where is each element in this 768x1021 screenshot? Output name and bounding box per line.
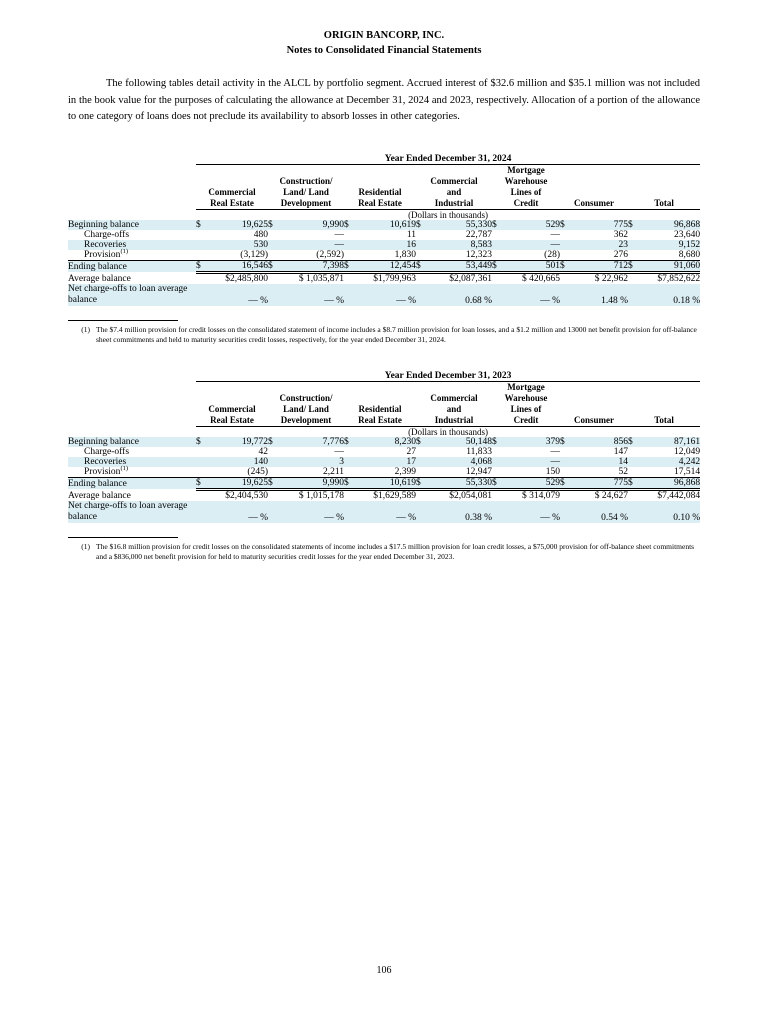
row-label: [68, 247, 196, 261]
cell-value: 140: [253, 456, 268, 467]
cell-value: 19,625: [241, 219, 268, 230]
currency-symbol: $: [416, 219, 421, 230]
period-header-row: [68, 371, 700, 382]
col-header-total: Total: [628, 164, 700, 209]
cell-value: 23,640: [674, 229, 701, 240]
cell-value: 856: [613, 436, 628, 447]
table-row: [68, 250, 700, 261]
currency-symbol: $: [628, 219, 633, 230]
row-label: Net charge-offs to loan average balance: [68, 283, 188, 305]
cell-value: 16: [406, 239, 416, 250]
period-title: Year Ended December 31, 2024: [196, 154, 700, 165]
cell-value: $ 24,627: [594, 490, 628, 501]
currency-symbol: $: [416, 260, 426, 272]
footnote-marker: (1): [81, 324, 90, 334]
currency-symbol: $: [492, 219, 497, 230]
row-label: Ending balance: [68, 479, 127, 489]
cell-value: — %: [324, 512, 344, 523]
cell-value: 0.68 %: [465, 295, 492, 306]
alcl-activity-table-2024: [68, 154, 700, 306]
cell-value: 2,399: [354, 467, 416, 478]
column-header-row: [68, 164, 700, 209]
currency-symbol: $: [560, 260, 570, 272]
cell-value: 10,619: [389, 219, 416, 230]
footnote-1-2023: [68, 537, 700, 562]
currency-symbol: $: [268, 260, 278, 272]
currency-symbol: $: [492, 260, 502, 272]
cell-value: 501: [502, 260, 560, 272]
cell-value: 96,868: [674, 219, 701, 230]
cell-value: 22,787: [465, 229, 492, 240]
currency-symbol: $: [628, 436, 633, 447]
cell-value: 10,619: [354, 477, 416, 489]
currency-symbol: $: [560, 477, 570, 489]
table-row: [68, 284, 700, 306]
currency-symbol: $: [416, 436, 421, 447]
table-row: [68, 260, 700, 272]
col-header-mortgage-warehouse: Mortgage Warehouse Lines of Credit: [492, 381, 560, 426]
col-header-consumer: Consumer: [560, 164, 628, 209]
cell-value: 8,230: [394, 436, 416, 447]
cell-value: 53,449: [426, 260, 492, 272]
units-label: (Dollars in thousands): [408, 209, 489, 220]
cell-value: 775: [613, 219, 628, 230]
table-row: [68, 489, 700, 501]
cell-value: 12,049: [674, 446, 701, 457]
currency-symbol: $: [344, 436, 349, 447]
cell-value: $2,404,530: [225, 490, 268, 501]
cell-value: 55,330: [465, 219, 492, 230]
cell-value: $7,852,622: [657, 273, 701, 284]
cell-value: 50,148: [465, 436, 492, 447]
col-header-mortgage-warehouse: Mortgage Warehouse Lines of Credit: [492, 164, 560, 209]
row-label: Average balance: [68, 273, 131, 284]
cell-value: 27: [406, 446, 416, 457]
col-header-residential-real-estate: Residential Real Estate: [344, 381, 416, 426]
cell-value: 11: [406, 229, 416, 240]
table-row: [68, 240, 700, 250]
row-label-text: Provision: [84, 249, 121, 260]
currency-symbol: $: [268, 219, 273, 230]
document-title: Notes to Consolidated Financial Statements: [286, 45, 482, 56]
cell-value: 8,680: [638, 250, 700, 261]
table-row: [68, 501, 700, 523]
cell-value: —: [334, 229, 344, 240]
cell-value: $2,054,081: [449, 490, 492, 501]
col-header-commercial-real-estate: Commercial Real Estate: [196, 381, 268, 426]
col-header-residential-real-estate: Residential Real Estate: [344, 164, 416, 209]
footnote-text: The $7.4 million provision for credit losses on the consolidated statement of income includes a $8.7 million provision for loan losses, and a $1.2 million and 13000 net benefit provision for off-balance sheet commitments and held to maturity securities credit losses, respectively, for the year ended December 31, 2024.: [96, 324, 697, 344]
cell-value: $2,087,361: [449, 273, 492, 284]
cell-value: $2,485,800: [225, 273, 268, 284]
currency-symbol: $: [628, 477, 638, 489]
units-row: [68, 426, 700, 437]
period-header-row: [68, 154, 700, 165]
cell-value: 1,830: [354, 250, 416, 261]
cell-value: — %: [248, 512, 268, 523]
cell-value: 9,990: [322, 219, 344, 230]
currency-symbol: $: [492, 477, 502, 489]
cell-value: (245): [206, 467, 268, 478]
footnote-text: The $16.8 million provision for credit losses on the consolidated statements of income includes a $17.5 million provision for loan credit losses, a $75,000 provision for off-balance sheet commitments and a $836,000 net benefit provision for held to maturity securities credit losses for the year ended December 31, 2023.: [96, 541, 695, 561]
cell-value: 0.38 %: [465, 512, 492, 523]
cell-value: 775: [570, 477, 628, 489]
table-row: [68, 457, 700, 467]
cell-value: 17,514: [638, 467, 700, 478]
cell-value: 12,323: [426, 250, 492, 261]
footnote-divider: [68, 320, 178, 321]
cell-value: 96,868: [638, 477, 700, 489]
cell-value: — %: [248, 295, 268, 306]
currency-symbol: $: [344, 260, 354, 272]
intro-text: The following tables detail activity in the ALCL by portfolio segment. Accrued interest of $32.6 million and $35.1 million was not included in the book value for the purposes of calculating the allowance at December 31, 2024 and 2023, respectively. Allocation of a portion of the allowance to one category of loans does not preclude its availability to absorb losses in other categories.: [68, 78, 700, 122]
cell-value: 87,161: [674, 436, 701, 447]
row-label: Recoveries: [84, 239, 127, 250]
intro-paragraph: [68, 76, 700, 126]
cell-value: — %: [540, 512, 560, 523]
table-row: [68, 272, 700, 284]
row-label: [68, 464, 196, 478]
cell-value: —: [550, 456, 560, 467]
cell-value: — %: [540, 295, 560, 306]
cell-value: 52: [570, 467, 628, 478]
row-label-text: Provision: [84, 466, 121, 477]
cell-value: $ 1,035,871: [298, 273, 344, 284]
cell-value: 16,546: [206, 260, 268, 272]
cell-value: 12,947: [426, 467, 492, 478]
col-header-commercial-real-estate: Commercial Real Estate: [196, 164, 268, 209]
cell-value: 7,776: [322, 436, 344, 447]
footnote-marker: (1): [120, 247, 129, 255]
col-header-commercial-industrial: Commercial and Industrial: [416, 381, 492, 426]
cell-value: 19,772: [241, 436, 268, 447]
column-header-row: [68, 381, 700, 426]
cell-value: $ 314,079: [522, 490, 560, 501]
row-label: Net charge-offs to loan average balance: [68, 500, 188, 522]
cell-value: —: [550, 229, 560, 240]
company-name: ORIGIN BANCORP, INC.: [323, 30, 445, 41]
row-label: Beginning balance: [68, 219, 139, 230]
cell-value: 276: [570, 250, 628, 261]
currency-symbol: $: [492, 436, 497, 447]
table-row: [68, 220, 700, 230]
table-row: [68, 437, 700, 447]
table-row: [68, 467, 700, 478]
cell-value: 91,060: [638, 260, 700, 272]
currency-symbol: $: [416, 477, 426, 489]
cell-value: 7,398: [278, 260, 344, 272]
cell-value: —: [550, 239, 560, 250]
cell-value: 42: [258, 446, 268, 457]
row-label: Charge-offs: [84, 446, 130, 457]
cell-value: (28): [502, 250, 560, 261]
table-row: [68, 447, 700, 457]
page-number: 106: [376, 965, 392, 976]
footnote-marker: (1): [120, 464, 129, 472]
currency-symbol: $: [344, 219, 349, 230]
cell-value: 9,152: [678, 239, 701, 250]
cell-value: 0.10 %: [673, 512, 701, 523]
cell-value: 530: [253, 239, 268, 250]
currency-symbol: $: [196, 260, 206, 272]
page-header: [0, 28, 768, 58]
cell-value: 529: [545, 219, 560, 230]
cell-value: 150: [502, 467, 560, 478]
units-row: [68, 209, 700, 220]
currency-symbol: $: [196, 436, 201, 447]
cell-value: 147: [613, 446, 628, 457]
cell-value: 55,330: [426, 477, 492, 489]
table-1-container: [0, 154, 768, 306]
cell-value: 480: [253, 229, 268, 240]
cell-value: 529: [502, 477, 560, 489]
col-header-construction-land: Construction/ Land/ Land Development: [268, 164, 344, 209]
cell-value: 9,990: [278, 477, 344, 489]
cell-value: 14: [618, 456, 628, 467]
cell-value: —: [334, 446, 344, 457]
currency-symbol: $: [560, 436, 565, 447]
currency-symbol: $: [344, 477, 354, 489]
cell-value: — %: [396, 512, 416, 523]
cell-value: 379: [545, 436, 560, 447]
row-label: Recoveries: [84, 456, 127, 467]
cell-value: (2,592): [278, 250, 344, 261]
row-label: Charge-offs: [84, 229, 130, 240]
cell-value: —: [550, 446, 560, 457]
alcl-activity-table-2023: [68, 371, 700, 523]
cell-value: $1,629,589: [373, 490, 416, 501]
cell-value: 4,242: [678, 456, 701, 467]
cell-value: $ 420,665: [522, 273, 560, 284]
col-header-total: Total: [628, 381, 700, 426]
units-label: (Dollars in thousands): [408, 426, 489, 437]
col-header-commercial-industrial: Commercial and Industrial: [416, 164, 492, 209]
period-title: Year Ended December 31, 2023: [196, 371, 700, 382]
table-row: [68, 477, 700, 489]
cell-value: 23: [618, 239, 628, 250]
cell-value: $ 1,015,178: [298, 490, 344, 501]
cell-value: $ 22,962: [594, 273, 628, 284]
cell-value: 8,583: [470, 239, 492, 250]
currency-symbol: $: [268, 436, 273, 447]
cell-value: 0.18 %: [673, 295, 701, 306]
row-label: Ending balance: [68, 262, 127, 272]
cell-value: 712: [570, 260, 628, 272]
row-label: Average balance: [68, 490, 131, 501]
footnote-1-2024: [68, 320, 700, 345]
cell-value: — %: [396, 295, 416, 306]
document-page: [0, 28, 768, 1021]
table-row: [68, 230, 700, 240]
cell-value: 12,454: [354, 260, 416, 272]
currency-symbol: $: [268, 477, 278, 489]
cell-value: 3: [339, 456, 344, 467]
cell-value: 2,211: [278, 467, 344, 478]
cell-value: 19,625: [206, 477, 268, 489]
cell-value: $1,799,963: [373, 273, 416, 284]
col-header-consumer: Consumer: [560, 381, 628, 426]
currency-symbol: $: [196, 219, 201, 230]
table-2-container: [0, 371, 768, 523]
footnote-marker: (1): [81, 541, 90, 551]
footnote-divider: [68, 537, 178, 538]
cell-value: —: [334, 239, 344, 250]
cell-value: (3,129): [206, 250, 268, 261]
row-label: Beginning balance: [68, 436, 139, 447]
currency-symbol: $: [628, 260, 638, 272]
col-header-construction-land: Construction/ Land/ Land Development: [268, 381, 344, 426]
cell-value: 1.48 %: [601, 295, 628, 306]
cell-value: — %: [324, 295, 344, 306]
cell-value: 362: [613, 229, 628, 240]
cell-value: 11,833: [466, 446, 492, 457]
cell-value: 0.54 %: [601, 512, 628, 523]
currency-symbol: $: [196, 477, 206, 489]
currency-symbol: $: [560, 219, 565, 230]
cell-value: $7,442,084: [657, 490, 701, 501]
cell-value: 17: [406, 456, 416, 467]
cell-value: 4,068: [470, 456, 492, 467]
